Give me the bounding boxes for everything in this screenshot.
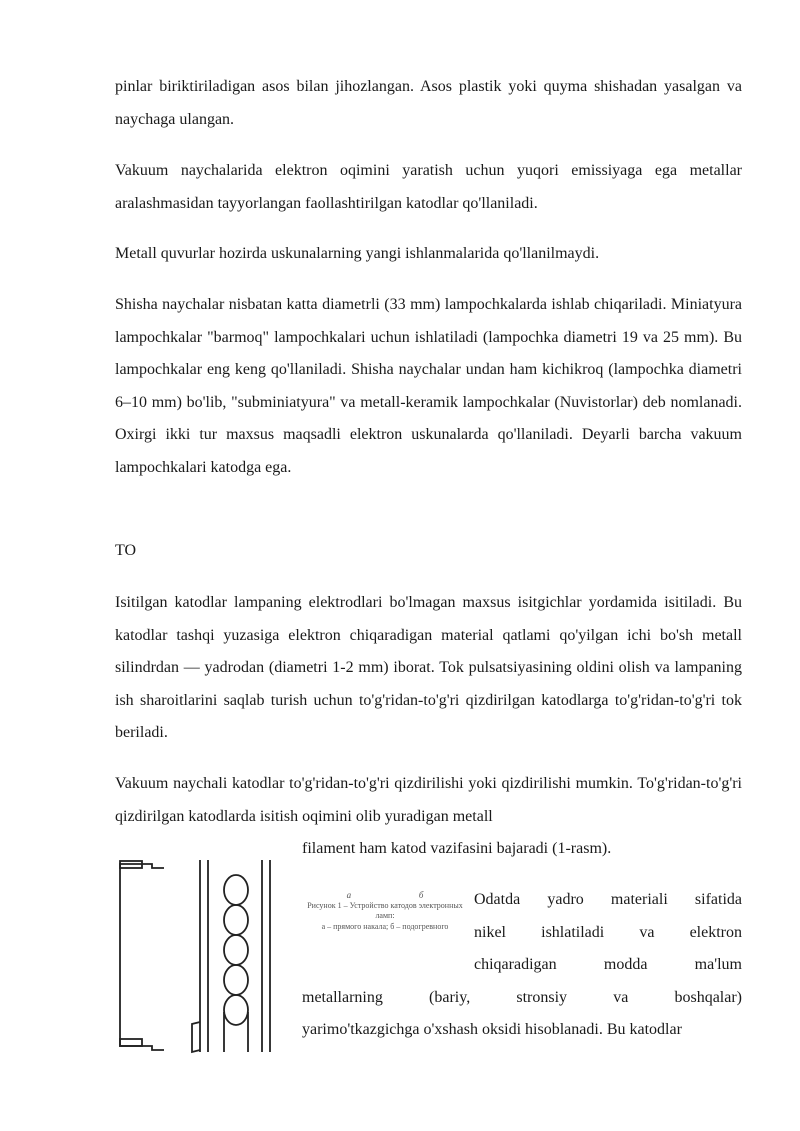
caption-title: Рисунок 1 – Устройство катодов электронных ламп: bbox=[307, 900, 463, 920]
wrap-line-5: metallarning (bariy, stronsiy va boshqalar) bbox=[302, 989, 742, 1006]
wrap-line-4: chiqaradigan modda ma'lum bbox=[474, 956, 742, 973]
label-b: б bbox=[418, 890, 424, 900]
cathode-diagram bbox=[112, 852, 302, 1057]
paragraph-4: Shisha naychalar nisbatan katta diametrli (33 mm) lampochkalarda ishlab chiqariladi. Miniatyura lampochkalar "barmoq" lampochkalari uchun ishlatiladi (lampochka diametri 19 va 25 mm). Bu lampochkalar eng keng qo'llaniladi. Shisha naychalar undan ham kichikroq (lampochka diametri 6–10 mm) bo'lib, "subminiatyura" va metall-keramik lampochkalar (Nuvistorlar) deb nomlanadi. Oxirgi ikki tur maxsus maqsadli elektron uskunalarda qo'llaniladi. Deyarli barcha vakuum lampochkalari katodga ega. bbox=[115, 296, 742, 476]
paragraph-5: Isitilgan katodlar lampaning elektrodlari bo'lmagan maxsus isitgichlar yordamida isitiladi. Bu katodlar tashqi yuzasiga elektron chiqaradigan material qatlami qo'yilgan ichi bo'sh metall silindrdan — yadrodan (diametri 1-2 mm) iborat. Tok pulsatsiyasining oldini olish va lampaning ish sharoitlarini saqlab turish uchun to'g'ridan-to'g'ri qizdirilgan katodlarga to'g'ridan-to'g'ri tok beriladi. bbox=[115, 594, 742, 741]
wrap-line-2: Odatda yadro materiali sifatida bbox=[474, 891, 742, 908]
label-a: а bbox=[346, 890, 352, 900]
wrap-line-3: nikel ishlatiladi va elektron bbox=[474, 924, 742, 941]
caption-subtitle: а – прямого накала; б – подогревного bbox=[321, 921, 449, 931]
figure-panel-labels bbox=[305, 890, 465, 901]
paragraph-3: Metall quvurlar hozirda uskunalarning yangi ishlanmalarida qo'llanilmaydi. bbox=[115, 245, 600, 262]
cathode-figure bbox=[112, 852, 302, 1057]
figure-caption bbox=[305, 890, 465, 952]
heading-to: TO bbox=[115, 542, 137, 559]
paragraph-1: pinlar biriktiriladigan asos bilan jihozlangan. Asos plastik yoki quyma shishadan yasalgan va naychaga ulangan. bbox=[115, 78, 742, 128]
wrap-line-1: filament ham katod vazifasini bajaradi (1-rasm). bbox=[302, 840, 612, 857]
paragraph-6: Vakuum naychali katodlar to'g'ridan-to'g'ri qizdirilishi yoki qizdirilishi mumkin. To'g'ridan-to'g'ri qizdirilgan katodlarda isitish oqimini olib yuradigan metall bbox=[115, 775, 742, 825]
paragraph-2: Vakuum naychalarida elektron oqimini yaratish uchun yuqori emissiyaga ega metallar aralashmasidan tayyorlangan faollashtirilgan katodlar qo'llaniladi. bbox=[115, 162, 742, 212]
wrap-line-6: yarimo'tkazgichga o'xshash oksidi hisoblanadi. Bu katodlar bbox=[302, 1021, 682, 1038]
